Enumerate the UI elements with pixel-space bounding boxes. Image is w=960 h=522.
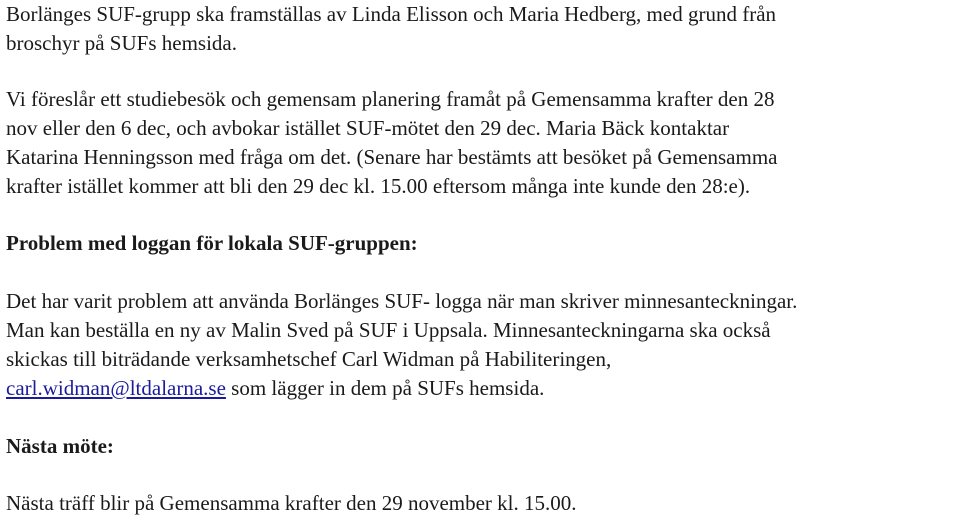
proposal-line-4: krafter istället kommer att bli den 29 dec kl. 15.00 eftersom många inte kunde den 28:e). (6, 174, 751, 198)
proposal-line-3: Katarina Henningsson med fråga om det. (Senare har bestämts att besöket på Gemensamma (6, 145, 778, 169)
email-link[interactable]: carl.widman@ltdalarna.se (6, 376, 226, 400)
logo-line-1: Det har varit problem att använda Borlänges SUF- logga när man skriver minnesanteckningar. (6, 289, 798, 313)
logo-section-heading: Problem med loggan för lokala SUF-gruppen: (6, 231, 418, 255)
logo-line-4-rest: som lägger in dem på SUFs hemsida. (225, 376, 545, 400)
intro-line-2: broschyr på SUFs hemsida. (6, 31, 237, 55)
logo-line-3: skickas till biträdande verksamhetschef Carl Widman på Habiliteringen, (6, 347, 612, 371)
logo-line-2: Man kan beställa en ny av Malin Sved på SUF i Uppsala. Minnesanteckningarna ska också (6, 318, 771, 342)
proposal-line-2: nov eller den 6 dec, och avbokar istället SUF-mötet den 29 dec. Maria Bäck kontaktar (6, 116, 730, 140)
intro-line-1: Borlänges SUF-grupp ska framställas av Linda Elisson och Maria Hedberg, med grund från (6, 2, 777, 26)
next-meeting-heading: Nästa möte: (6, 434, 114, 458)
next-meeting-text: Nästa träff blir på Gemensamma krafter den 29 november kl. 15.00. (6, 491, 577, 515)
proposal-line-1: Vi föreslår ett studiebesök och gemensam planering framåt på Gemensamma krafter den 28 (6, 87, 775, 111)
logo-line-4 (6, 378, 544, 399)
